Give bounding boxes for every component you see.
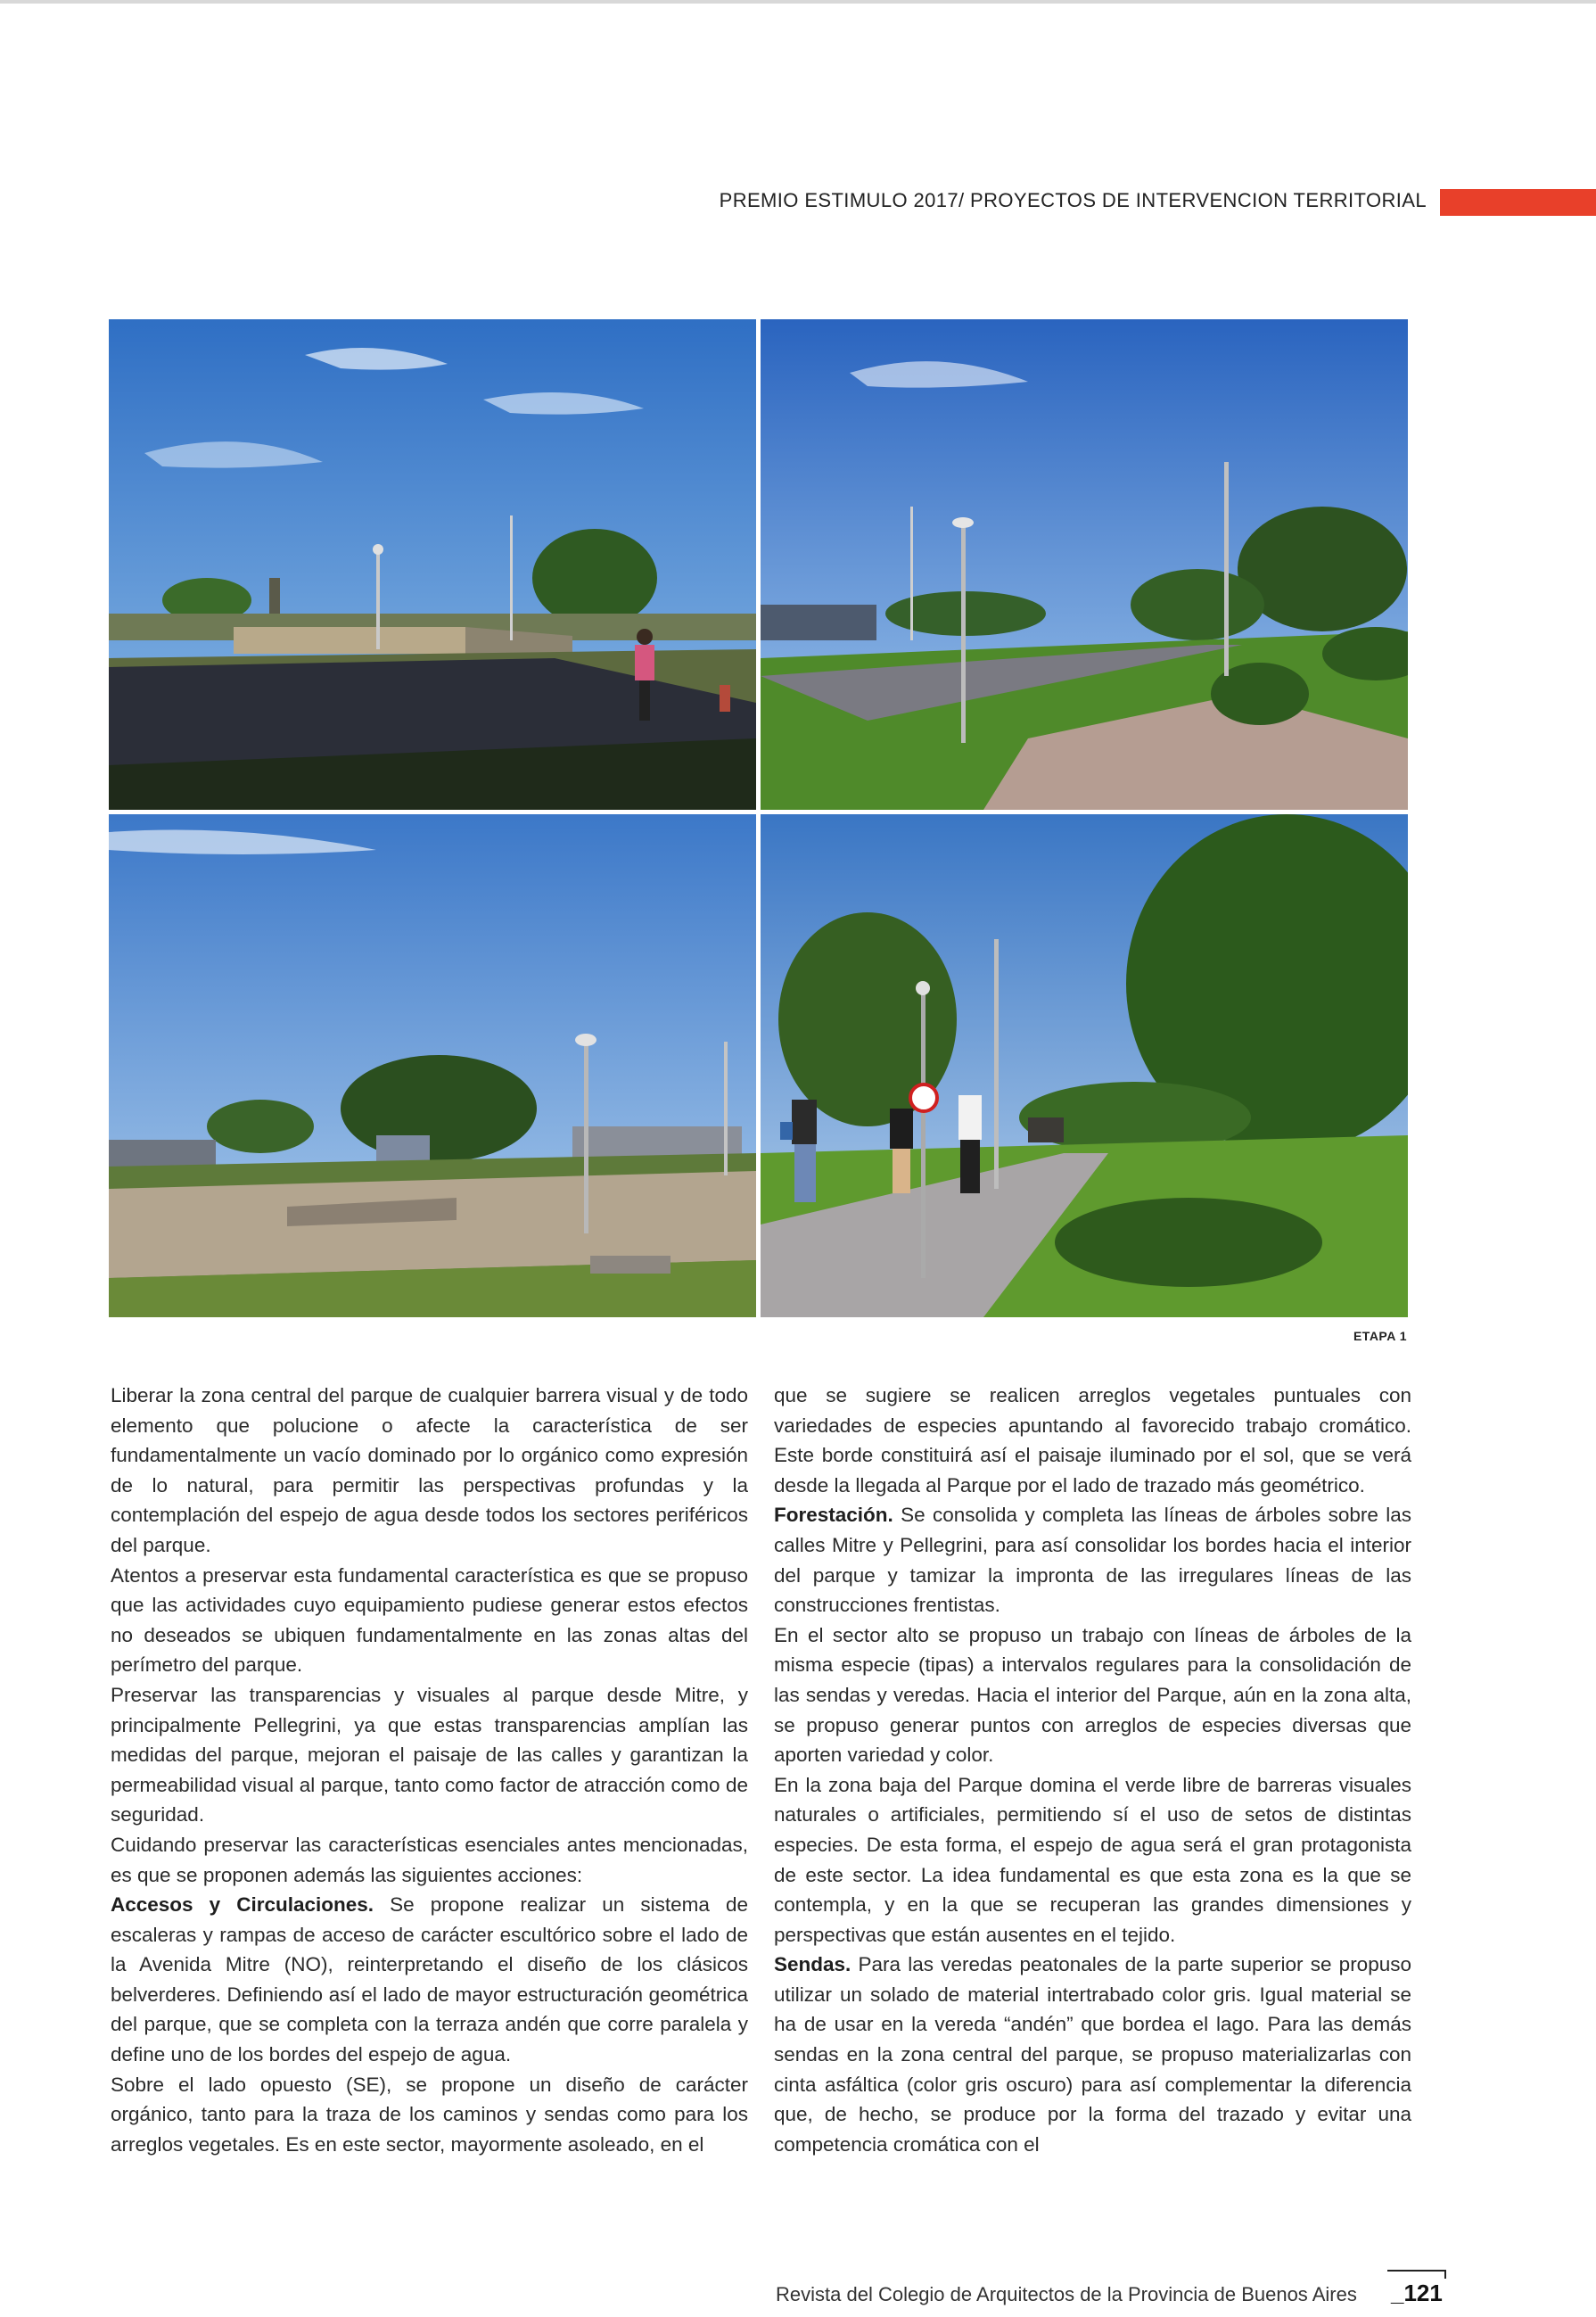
paragraph-text: Para las veredas peatonales de la parte superior se propuso utilizar un solado de material intertrabado color gris. Igual material se ha de usar en la vereda “andén” que bordea el lago. Para las demás sendas en la zona central del parque, se propuso materializarlas con cinta asfáltica (color gris oscuro) para así complementar la diferencia que, de hecho, se produce por la forma del trazado y evitar una competencia cromática con el: [774, 1953, 1411, 2156]
paragraph-text: En la zona baja del Parque domina el verde libre de barreras visuales naturales o artificiales, permitiendo sí el uso de setos de distintas especies. De esta forma, el espejo de agua será el gran protagonista de este sector. La idea fundamental es que esta zona es la que se contempla, y en la que se recuperan las grandes dimensiones y perspectivas que están ausentes en el tejido.: [774, 1773, 1411, 1946]
paragraph-text: Atentos a preservar esta fundamental característica es que se propuso que las actividades cuyo equipamiento pudiese generar estos efectos no deseados se ubiquen fundamentalmente en las zonas altas del perímetro del parque.: [111, 1563, 748, 1677]
body-column-right: [774, 1381, 1411, 2159]
photo-boulevard-lamps: [761, 319, 1408, 810]
paragraph: [111, 1830, 748, 1890]
photo-open-plaza: [109, 814, 756, 1317]
page-number-tick: [1444, 2270, 1446, 2279]
paragraph-text: En el sector alto se propuso un trabajo con líneas de árboles de la misma especie (tipas) a intervalos regulares para la consolidación de las sendas y veredas. Hacia el interior del Parque, aún en la zona alta, se propuso generar puntos con arreglos de especies diversas que aporten variedad y color.: [774, 1623, 1411, 1767]
header-accent-bar: [1440, 189, 1596, 216]
paragraph: [111, 2070, 748, 2160]
paragraph-text: que se sugiere se realicen arreglos vegetales puntuales con variedades de especies apuntando al favorecido trabajo cromático. Este borde constituirá así el paisaje iluminado por el sol, que se verá desde la llegada al Parque por el lado de trazado más geométrico.: [774, 1384, 1411, 1497]
paragraph-text: Se propone realizar un sistema de escaleras y rampas de acceso de carácter escultórico sobre el lado de la Avenida Mitre (NO), reinterpretando el diseño de los clásicos belverderes. Definiendo así el lado de mayor estructuración geométrica del parque, que se completa con la terraza andén que corre paralela y define uno de los bordes del espejo de agua.: [111, 1893, 749, 2066]
body-column-left: [111, 1381, 748, 2159]
photo-sidewalk-walkers: [761, 814, 1408, 1317]
figure-caption: ETAPA 1: [1353, 1329, 1407, 1343]
running-header: PREMIO ESTIMULO 2017/ PROYECTOS DE INTERVENCION TERRITORIAL: [719, 189, 1427, 211]
page-number-rule: [1387, 2270, 1446, 2272]
page-number: _121: [1391, 2280, 1443, 2306]
paragraph-text: Sobre el lado opuesto (SE), se propone un diseño de carácter orgánico, tanto para la traza de los caminos y sendas como para los arreglos vegetales. Es en este sector, mayormente asoleado, en el: [111, 2073, 748, 2156]
paragraph: [774, 1950, 1411, 2159]
photo-plaza-steps: [109, 319, 756, 810]
top-border: [0, 0, 1596, 4]
paragraph: [111, 1680, 748, 1830]
paragraph: [774, 1500, 1411, 1620]
paragraph-text: Preservar las transparencias y visuales al parque desde Mitre, y principalmente Pellegrini, ya que estas transparencias amplían las medidas del parque, mejoran el paisaje de las calles y garantizan la permeabilidad visual al parque, tanto como factor de atracción como de seguridad.: [111, 1683, 748, 1826]
paragraph: [111, 1561, 748, 1680]
section-heading: Sendas.: [774, 1953, 851, 1976]
paragraph-text: Se consolida y completa las líneas de árboles sobre las calles Mitre y Pellegrini, para así consolidar los bordes hacia el interior del parque y tamizar la impronta de las irregulares líneas de las construcciones frentistas.: [774, 1504, 1411, 1617]
section-heading: Accesos y Circulaciones.: [111, 1893, 374, 1917]
paragraph: [111, 1890, 748, 2070]
footer-publication: Revista del Colegio de Arquitectos de la Provincia de Buenos Aires: [776, 2283, 1357, 2305]
paragraph: [111, 1381, 748, 1561]
section-heading: Forestación.: [774, 1504, 893, 1527]
paragraph-text: Cuidando preservar las características esenciales antes mencionadas, es que se proponen además las siguientes acciones:: [111, 1833, 748, 1886]
paragraph-text: Liberar la zona central del parque de cualquier barrera visual y de todo elemento que polucione o afecte la característica de ser fundamentalmente un vacío dominado por lo orgánico como expresión de lo natural, para permitir las perspectivas profundas y la contemplación del espejo de agua desde todos los sectores periféricos del parque.: [111, 1384, 748, 1556]
paragraph: [774, 1770, 1411, 1950]
paragraph: [774, 1620, 1411, 1770]
paragraph: [774, 1381, 1411, 1500]
